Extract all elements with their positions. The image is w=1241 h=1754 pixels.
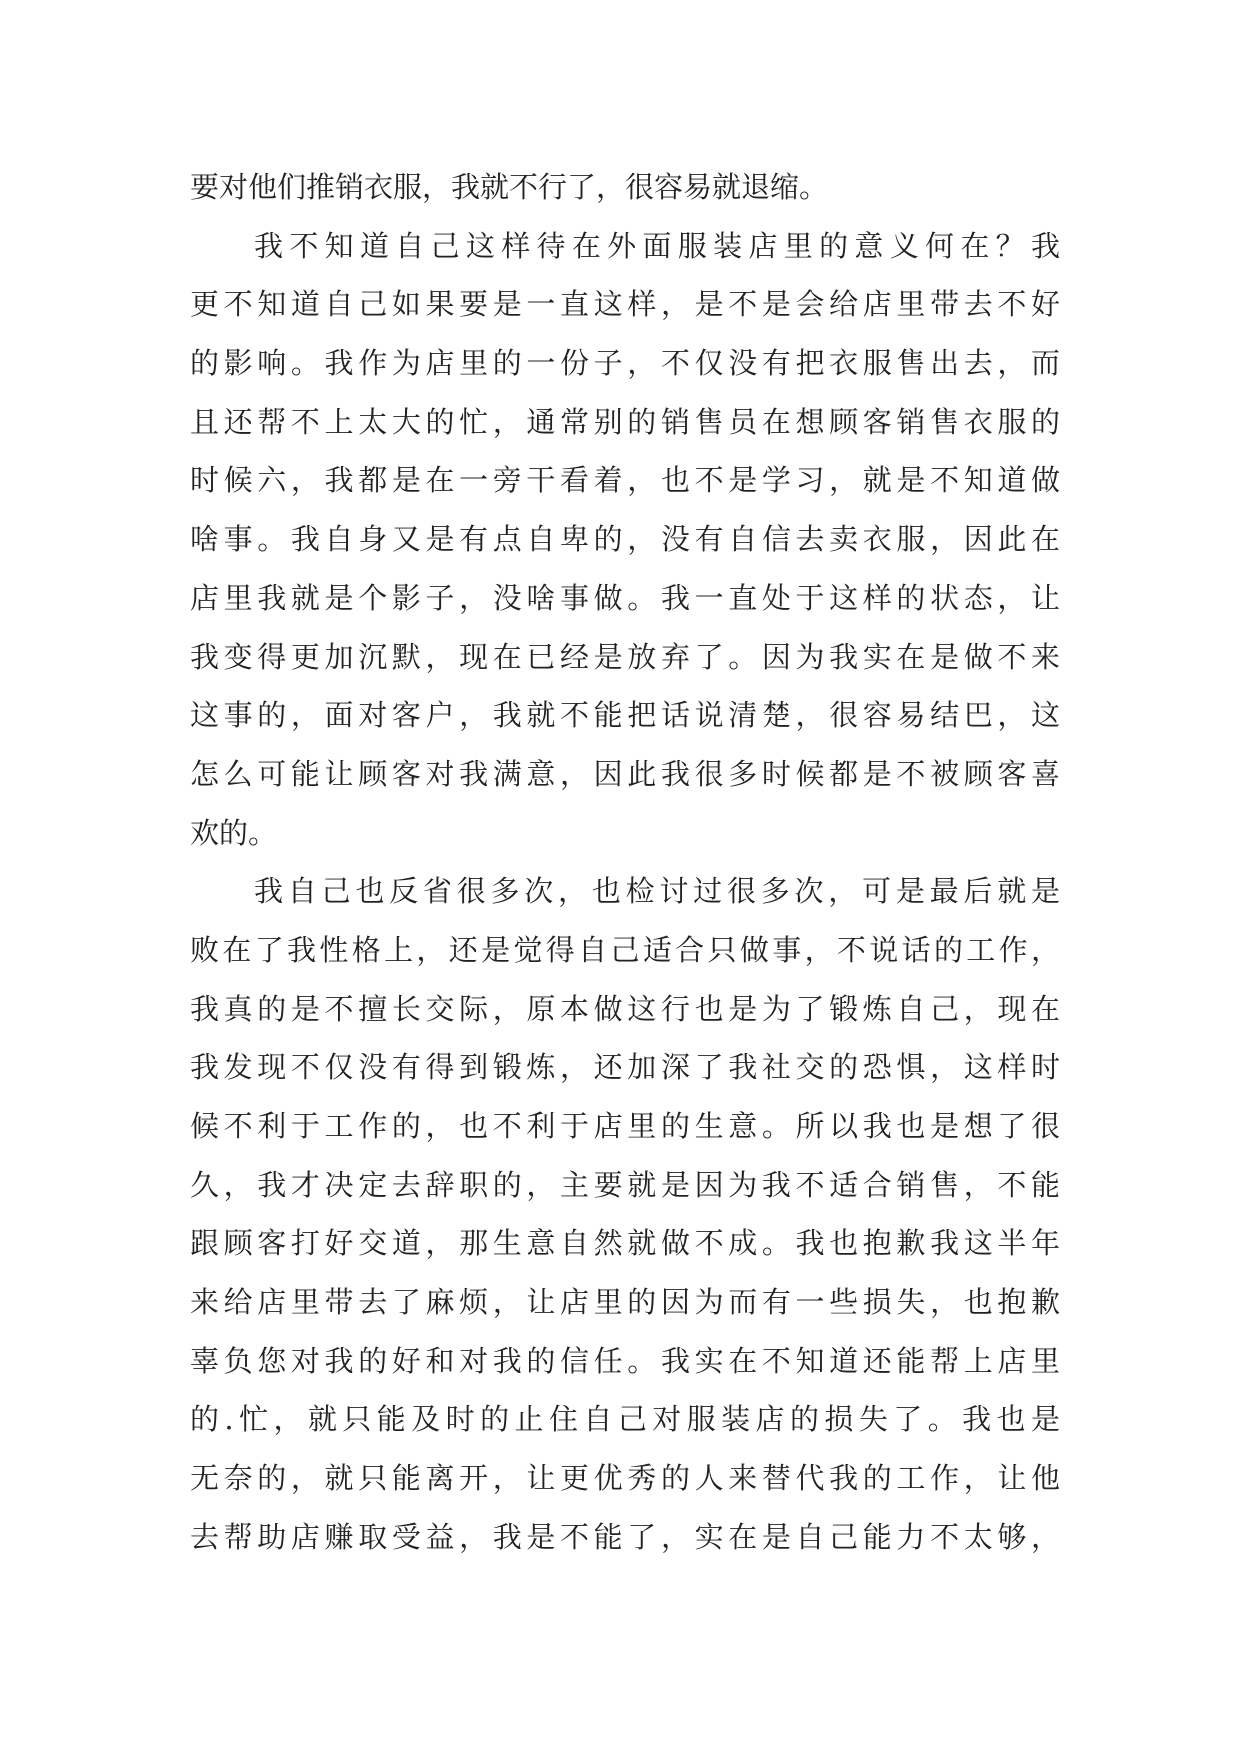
- text-line: 啥事。我自身又是有点自卑的，没有自信去卖衣服，因此在: [190, 522, 1060, 557]
- text-line: 的.忙，就只能及时的止住自己对服装店的损失了。我也是: [190, 1402, 1060, 1437]
- text-line: 更不知道自己如果要是一直这样，是不是会给店里带去不好: [190, 287, 1060, 322]
- text-line: 辜负您对我的好和对我的信任。我实在不知道还能帮上店里: [190, 1343, 1060, 1378]
- text-line: 店里我就是个影子，没啥事做。我一直处于这样的状态，让: [190, 580, 1060, 615]
- text-line: 我真的是不擅长交际，原本做这行也是为了锻炼自己，现在: [190, 991, 1060, 1026]
- text-line: 这事的，面对客户，我就不能把话说清楚，很容易结巴，这: [190, 698, 1060, 733]
- text-line: 无奈的，就只能离开，让更优秀的人来替代我的工作，让他: [190, 1461, 1060, 1496]
- text-line: 来给店里带去了麻烦，让店里的因为而有一些损失，也抱歉: [190, 1285, 1060, 1320]
- text-line: 去帮助店赚取受益，我是不能了，实在是自己能力不太够，: [190, 1519, 1060, 1554]
- text-line: 候不利于工作的，也不利于店里的生意。所以我也是想了很: [190, 1109, 1060, 1143]
- text-line: 败在了我性格上，还是觉得自己适合只做事，不说话的工作，: [190, 932, 1060, 967]
- body-text: [190, 158, 1060, 1567]
- text-line: 久，我才决定去辞职的，主要就是因为我不适合销售，不能: [190, 1167, 1060, 1202]
- text-line: 要对他们推销衣服，我就不行了，很容易就退缩。: [190, 170, 829, 204]
- text-line: 怎么可能让顾客对我满意，因此我很多时候都是不被顾客喜: [190, 756, 1060, 791]
- text-line: 跟顾客打好交道，那生意自然就做不成。我也抱歉我这半年: [190, 1226, 1060, 1261]
- text-line: 且还帮不上太大的忙，通常别的销售员在想顾客销售衣服的: [190, 404, 1060, 439]
- text-line: 时候六，我都是在一旁干看着，也不是学习，就是不知道做: [190, 463, 1060, 498]
- text-line: 我发现不仅没有得到锻炼，还加深了我社交的恐惧，这样时: [190, 1050, 1060, 1085]
- text-line: 我不知道自己这样待在外面服装店里的意义何在？我: [254, 228, 1060, 263]
- text-line: 我变得更加沉默，现在已经是放弃了。因为我实在是做不来: [190, 639, 1060, 674]
- text-line: 的影响。我作为店里的一份子，不仅没有把衣服售出去，而: [190, 346, 1060, 381]
- text-line: 我自己也反省很多次，也检讨过很多次，可是最后就是: [254, 874, 1060, 909]
- text-line: 欢的。: [190, 815, 278, 850]
